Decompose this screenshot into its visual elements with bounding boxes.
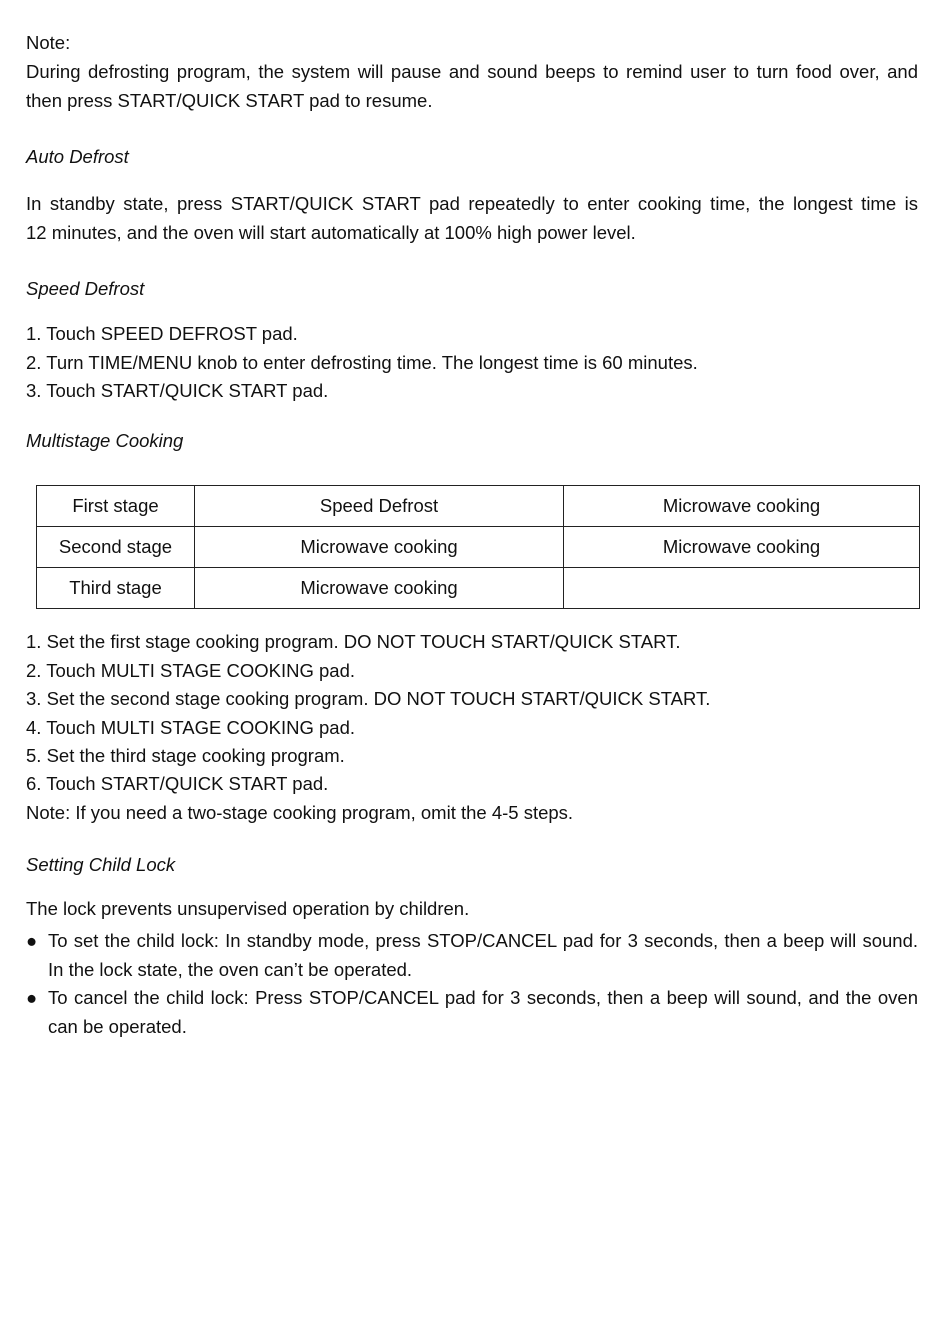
table-row xyxy=(37,527,920,568)
table-cell-stage: First stage xyxy=(37,486,195,527)
table-cell: Microwave cooking xyxy=(564,527,920,568)
child-lock-cancel-line-1: To cancel the child lock: Press STOP/CANCEL pad for 3 seconds, then a beep will sound, and the oven xyxy=(48,987,918,1008)
note-label: Note: xyxy=(26,32,71,53)
speed-defrost-step-1: 1. Touch SPEED DEFROST pad. xyxy=(26,323,298,344)
table-row xyxy=(37,486,920,527)
stages-table xyxy=(36,485,920,609)
speed-defrost-heading: Speed Defrost xyxy=(26,278,145,299)
table-cell xyxy=(564,568,920,609)
multistage-step-4: 4. Touch MULTI STAGE COOKING pad. xyxy=(26,717,355,738)
multistage-step-3: 3. Set the second stage cooking program. DO NOT TOUCH START/QUICK START. xyxy=(26,688,711,709)
table-cell: Microwave cooking xyxy=(195,527,564,568)
note-text-line-1: During defrosting program, the system will pause and sound beeps to remind user to turn food over, and xyxy=(26,61,918,82)
multistage-heading: Multistage Cooking xyxy=(26,430,184,451)
bullet-icon: ● xyxy=(26,987,38,1008)
child-lock-heading: Setting Child Lock xyxy=(26,854,176,875)
child-lock-cancel-line-2: can be operated. xyxy=(48,1016,187,1037)
speed-defrost-step-3: 3. Touch START/QUICK START pad. xyxy=(26,380,329,401)
table-cell: Speed Defrost xyxy=(195,486,564,527)
note-text-line-2: then press START/QUICK START pad to resume. xyxy=(26,90,433,111)
auto-defrost-text-line-1: In standby state, press START/QUICK START pad repeatedly to enter cooking time, the longest time is xyxy=(26,193,918,214)
auto-defrost-heading: Auto Defrost xyxy=(26,146,129,167)
child-lock-set-line-2: In the lock state, the oven can’t be operated. xyxy=(48,959,413,980)
multistage-step-1: 1. Set the first stage cooking program. DO NOT TOUCH START/QUICK START. xyxy=(26,631,681,652)
speed-defrost-step-2: 2. Turn TIME/MENU knob to enter defrosting time. The longest time is 60 minutes. xyxy=(26,352,698,373)
bullet-icon: ● xyxy=(26,930,38,951)
table-cell: Microwave cooking xyxy=(564,486,920,527)
table-cell: Microwave cooking xyxy=(195,568,564,609)
child-lock-intro: The lock prevents unsupervised operation by children. xyxy=(26,898,470,919)
table-cell-stage: Second stage xyxy=(37,527,195,568)
table-row xyxy=(37,568,920,609)
multistage-note: Note: If you need a two-stage cooking program, omit the 4-5 steps. xyxy=(26,802,574,823)
multistage-step-5: 5. Set the third stage cooking program. xyxy=(26,745,345,766)
multistage-step-2: 2. Touch MULTI STAGE COOKING pad. xyxy=(26,660,355,681)
multistage-step-6: 6. Touch START/QUICK START pad. xyxy=(26,773,329,794)
auto-defrost-text-line-2: 12 minutes, and the oven will start automatically at 100% high power level. xyxy=(26,222,636,243)
table-cell-stage: Third stage xyxy=(37,568,195,609)
child-lock-set-line-1: To set the child lock: In standby mode, press STOP/CANCEL pad for 3 seconds, then a beep will sound. xyxy=(48,930,918,951)
